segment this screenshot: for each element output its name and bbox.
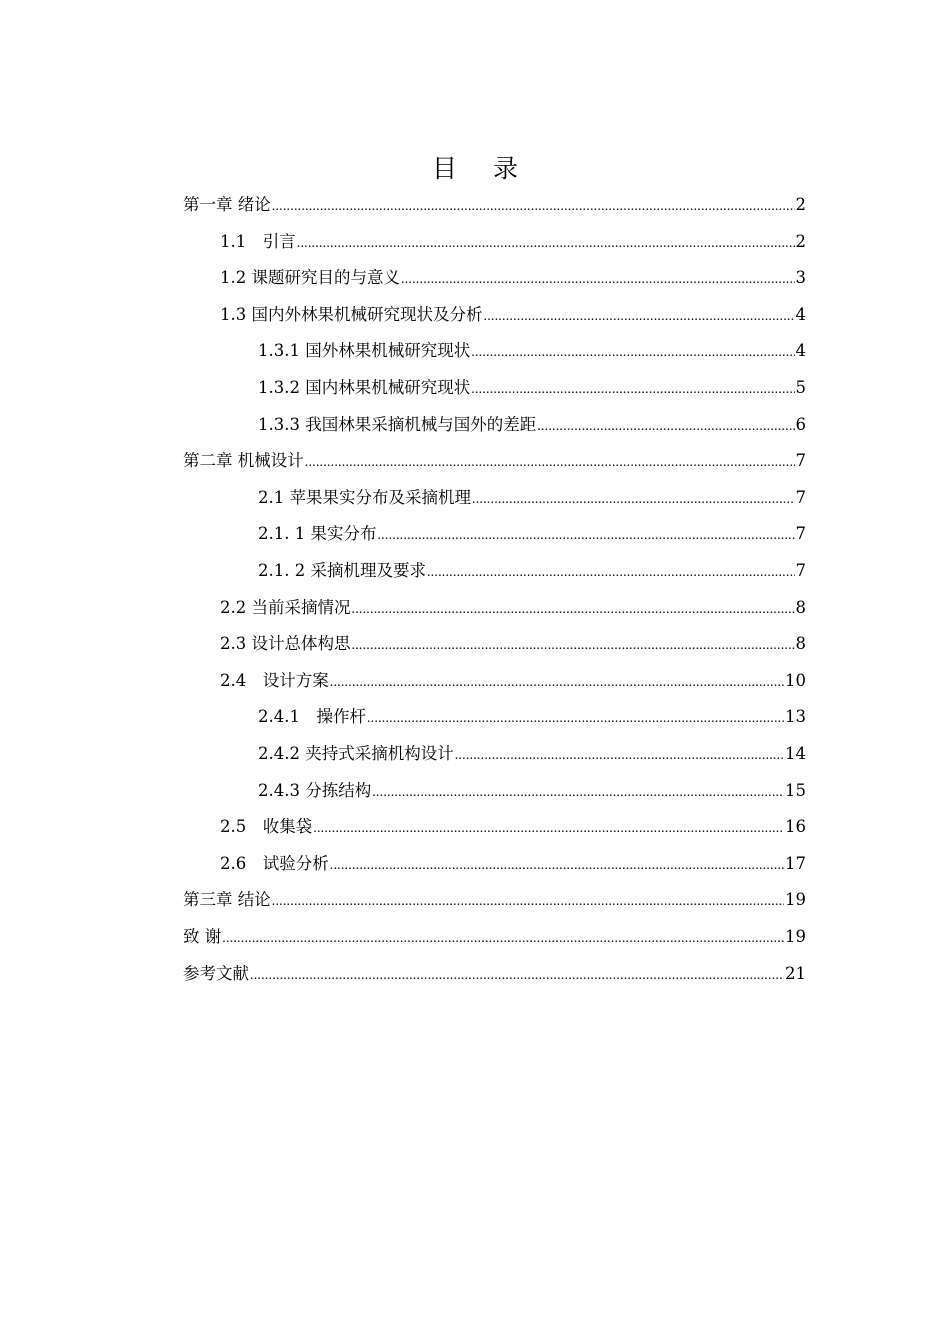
toc-page-number: 14	[785, 744, 806, 763]
toc-dot-leader	[472, 487, 795, 513]
toc-dot-leader	[313, 816, 784, 842]
toc-entry-title: 2.4 设计方案	[220, 670, 329, 690]
toc-entry-title: 参考文献	[183, 963, 249, 983]
toc-page-number: 4	[795, 341, 806, 361]
toc-page-number: 19	[785, 890, 806, 910]
toc-entry[interactable]	[258, 485, 806, 511]
toc-entry-title: 1.3 国内外林果机械研究现状及分析	[220, 304, 483, 324]
toc-page-number: 8	[795, 634, 806, 654]
toc-dot-leader	[305, 450, 795, 476]
toc-dot-leader	[352, 633, 795, 659]
toc-dot-leader	[455, 743, 784, 769]
toc-title: 目 录	[432, 154, 532, 183]
toc-dot-leader	[250, 963, 784, 989]
toc-entry-title: 第三章 结论	[183, 890, 271, 910]
toc-dot-leader	[330, 670, 784, 696]
toc-entry[interactable]	[220, 265, 806, 291]
toc-entry-title: 2.2 当前采摘情况	[220, 597, 351, 617]
toc-entry[interactable]	[258, 741, 806, 767]
toc-page-number: 2	[795, 231, 806, 251]
toc-dot-leader	[367, 706, 784, 732]
toc-entry[interactable]	[183, 924, 806, 950]
toc-page-number: 5	[795, 378, 806, 397]
toc-page-number: 8	[795, 597, 806, 617]
toc-entry-title: 2.6 试验分析	[220, 853, 329, 873]
toc-entry-title: 第二章 机械设计	[183, 451, 304, 471]
toc-dot-leader	[297, 231, 795, 257]
toc-page-number: 15	[785, 780, 806, 800]
toc-entry[interactable]	[258, 704, 806, 730]
toc-entry[interactable]	[220, 302, 806, 328]
toc-entry[interactable]	[258, 778, 806, 804]
toc-entry-title: 1.2 课题研究目的与意义	[220, 268, 400, 288]
toc-entry-title: 1.3.1 国外林果机械研究现状	[258, 341, 471, 361]
toc-entry-title: 1.3.3 我国林果采摘机械与国外的差距	[258, 414, 537, 434]
toc-page-number: 10	[785, 670, 806, 690]
toc-entry[interactable]	[220, 851, 806, 877]
toc-dot-leader	[401, 267, 795, 293]
toc-entry-title: 1.3.2 国内林果机械研究现状	[258, 378, 471, 397]
toc-dot-leader	[272, 194, 795, 220]
toc-entry-title: 2.3 设计总体构思	[220, 634, 351, 654]
toc-entry[interactable]	[220, 668, 806, 694]
toc-page-number: 4	[795, 304, 806, 324]
toc-entry-title: 2.1. 1 果实分布	[258, 524, 377, 544]
toc-entry-title: 2.4.2 夹持式采摘机构设计	[258, 744, 454, 763]
toc-page-number: 2	[795, 195, 806, 214]
toc-entry[interactable]	[258, 558, 806, 584]
toc-entry[interactable]	[258, 338, 806, 364]
toc-dot-leader	[330, 853, 784, 879]
toc-entry[interactable]	[220, 229, 806, 255]
toc-entry-title: 2.1. 2 采摘机理及要求	[258, 561, 426, 580]
toc-entry[interactable]	[183, 961, 806, 987]
toc-page-number: 7	[795, 487, 806, 507]
toc-entry[interactable]	[220, 814, 806, 840]
toc-page-number: 21	[785, 963, 806, 983]
toc-entry[interactable]	[258, 412, 806, 438]
toc-entry-title: 第一章 绪论	[183, 195, 271, 214]
toc-dot-leader	[222, 926, 784, 952]
toc-entry[interactable]	[258, 375, 806, 401]
toc-dot-leader	[537, 414, 794, 440]
toc-entry[interactable]	[258, 521, 806, 547]
toc-entry-title: 2.4.3 分拣结构	[258, 780, 372, 800]
toc-page-number: 17	[785, 853, 806, 873]
toc-dot-leader	[272, 889, 784, 915]
toc-entry-title: 2.5 收集袋	[220, 817, 313, 837]
toc-page-number: 6	[795, 414, 806, 434]
toc-entry[interactable]	[220, 631, 806, 657]
toc-entry-title: 1.1 引言	[220, 231, 296, 251]
toc-page-number: 7	[795, 451, 806, 471]
toc-dot-leader	[372, 780, 784, 806]
toc-dot-leader	[377, 523, 794, 549]
toc-dot-leader	[352, 597, 795, 623]
toc-page-number: 3	[795, 268, 806, 288]
toc-dot-leader	[471, 340, 794, 366]
toc-dot-leader	[471, 377, 794, 403]
toc-entry-title: 2.1 苹果果实分布及采摘机理	[258, 487, 471, 507]
toc-entry[interactable]	[183, 887, 806, 913]
toc-entry-title: 2.4.1 操作杆	[258, 707, 366, 727]
toc-dot-leader	[427, 560, 795, 586]
toc-page-number: 7	[795, 561, 806, 580]
toc-entry[interactable]	[183, 192, 806, 218]
toc-entry[interactable]	[220, 595, 806, 621]
toc-page-number: 13	[785, 707, 806, 727]
toc-dot-leader	[484, 304, 795, 330]
toc-page-number: 19	[785, 927, 806, 946]
toc-page-number: 7	[795, 524, 806, 544]
toc-entry-title: 致 谢	[183, 927, 222, 946]
toc-entry[interactable]	[183, 448, 806, 474]
toc-page-number: 16	[785, 817, 806, 837]
